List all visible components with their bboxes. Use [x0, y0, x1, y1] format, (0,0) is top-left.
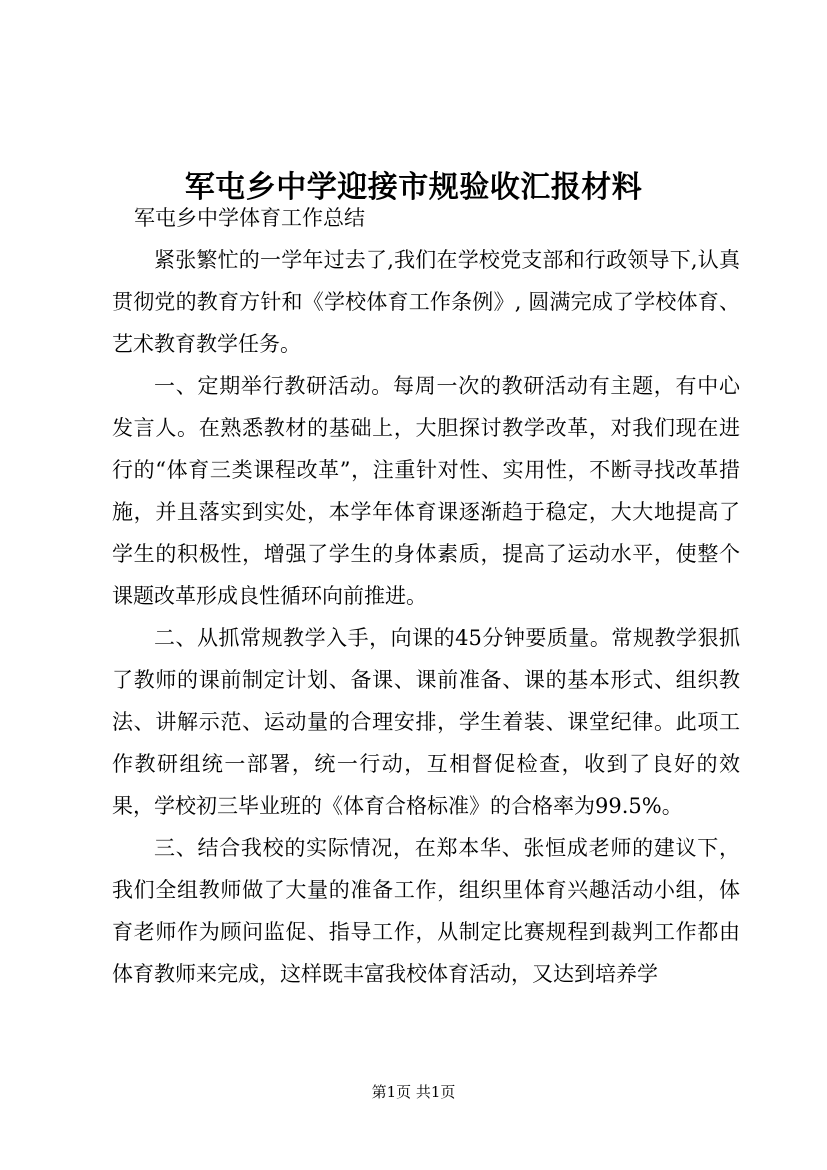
paragraph-section-3: 三、结合我校的实际情况，在郑本华、张恒成老师的建议下，我们全组教师做了大量的准备工作，组织里体育兴趣活动小组，体育老师作为顾问监促、指导工作，从制定比赛规程到裁判工作都由体育教师来完成，这样既丰富我校体育活动，又达到培养学 [112, 836, 740, 986]
paragraph-intro: 紧张繁忙的一学年过去了,我们在学校党支部和行政领导下,认真贯彻党的教育方针和《学校体育工作条例》, 圆满完成了学校体育、艺术教育教学任务。 [112, 248, 740, 356]
document-subtitle: 军屯乡中学体育工作总结 [134, 206, 365, 230]
paragraph-section-2: 二、从抓常规教学入手，向课的45分钟要质量。常规教学狠抓了教师的课前制定计划、备课、课前准备、课的基本形式、组织教法、讲解示范、运动量的合理安排，学生着装、课堂纪律。此项工作教研组统一部署，统一行动，互相督促检查，收到了良好的效果，学校初三毕业班的《体育合格标准》的合格率为99.5%。 [112, 626, 740, 818]
page-footer: 第1页 共1页 [371, 1083, 456, 1101]
document-title: 军屯乡中学迎接市规验收汇报材料 [184, 170, 643, 206]
document-body [112, 197, 740, 995]
paragraph-section-1: 一、定期举行教研活动。每周一次的教研活动有主题，有中心发言人。在熟悉教材的基础上，大胆探讨教学改革，对我们现在进行的“体育三类课程改革”，注重针对性、实用性，不断寻找改革措施，并且落实到实处，本学年体育课逐渐趋于稳定，大大地提高了学生的积极性，增强了学生的身体素质，提高了运动水平，使整个课题改革形成良性循环向前推进。 [112, 374, 740, 608]
